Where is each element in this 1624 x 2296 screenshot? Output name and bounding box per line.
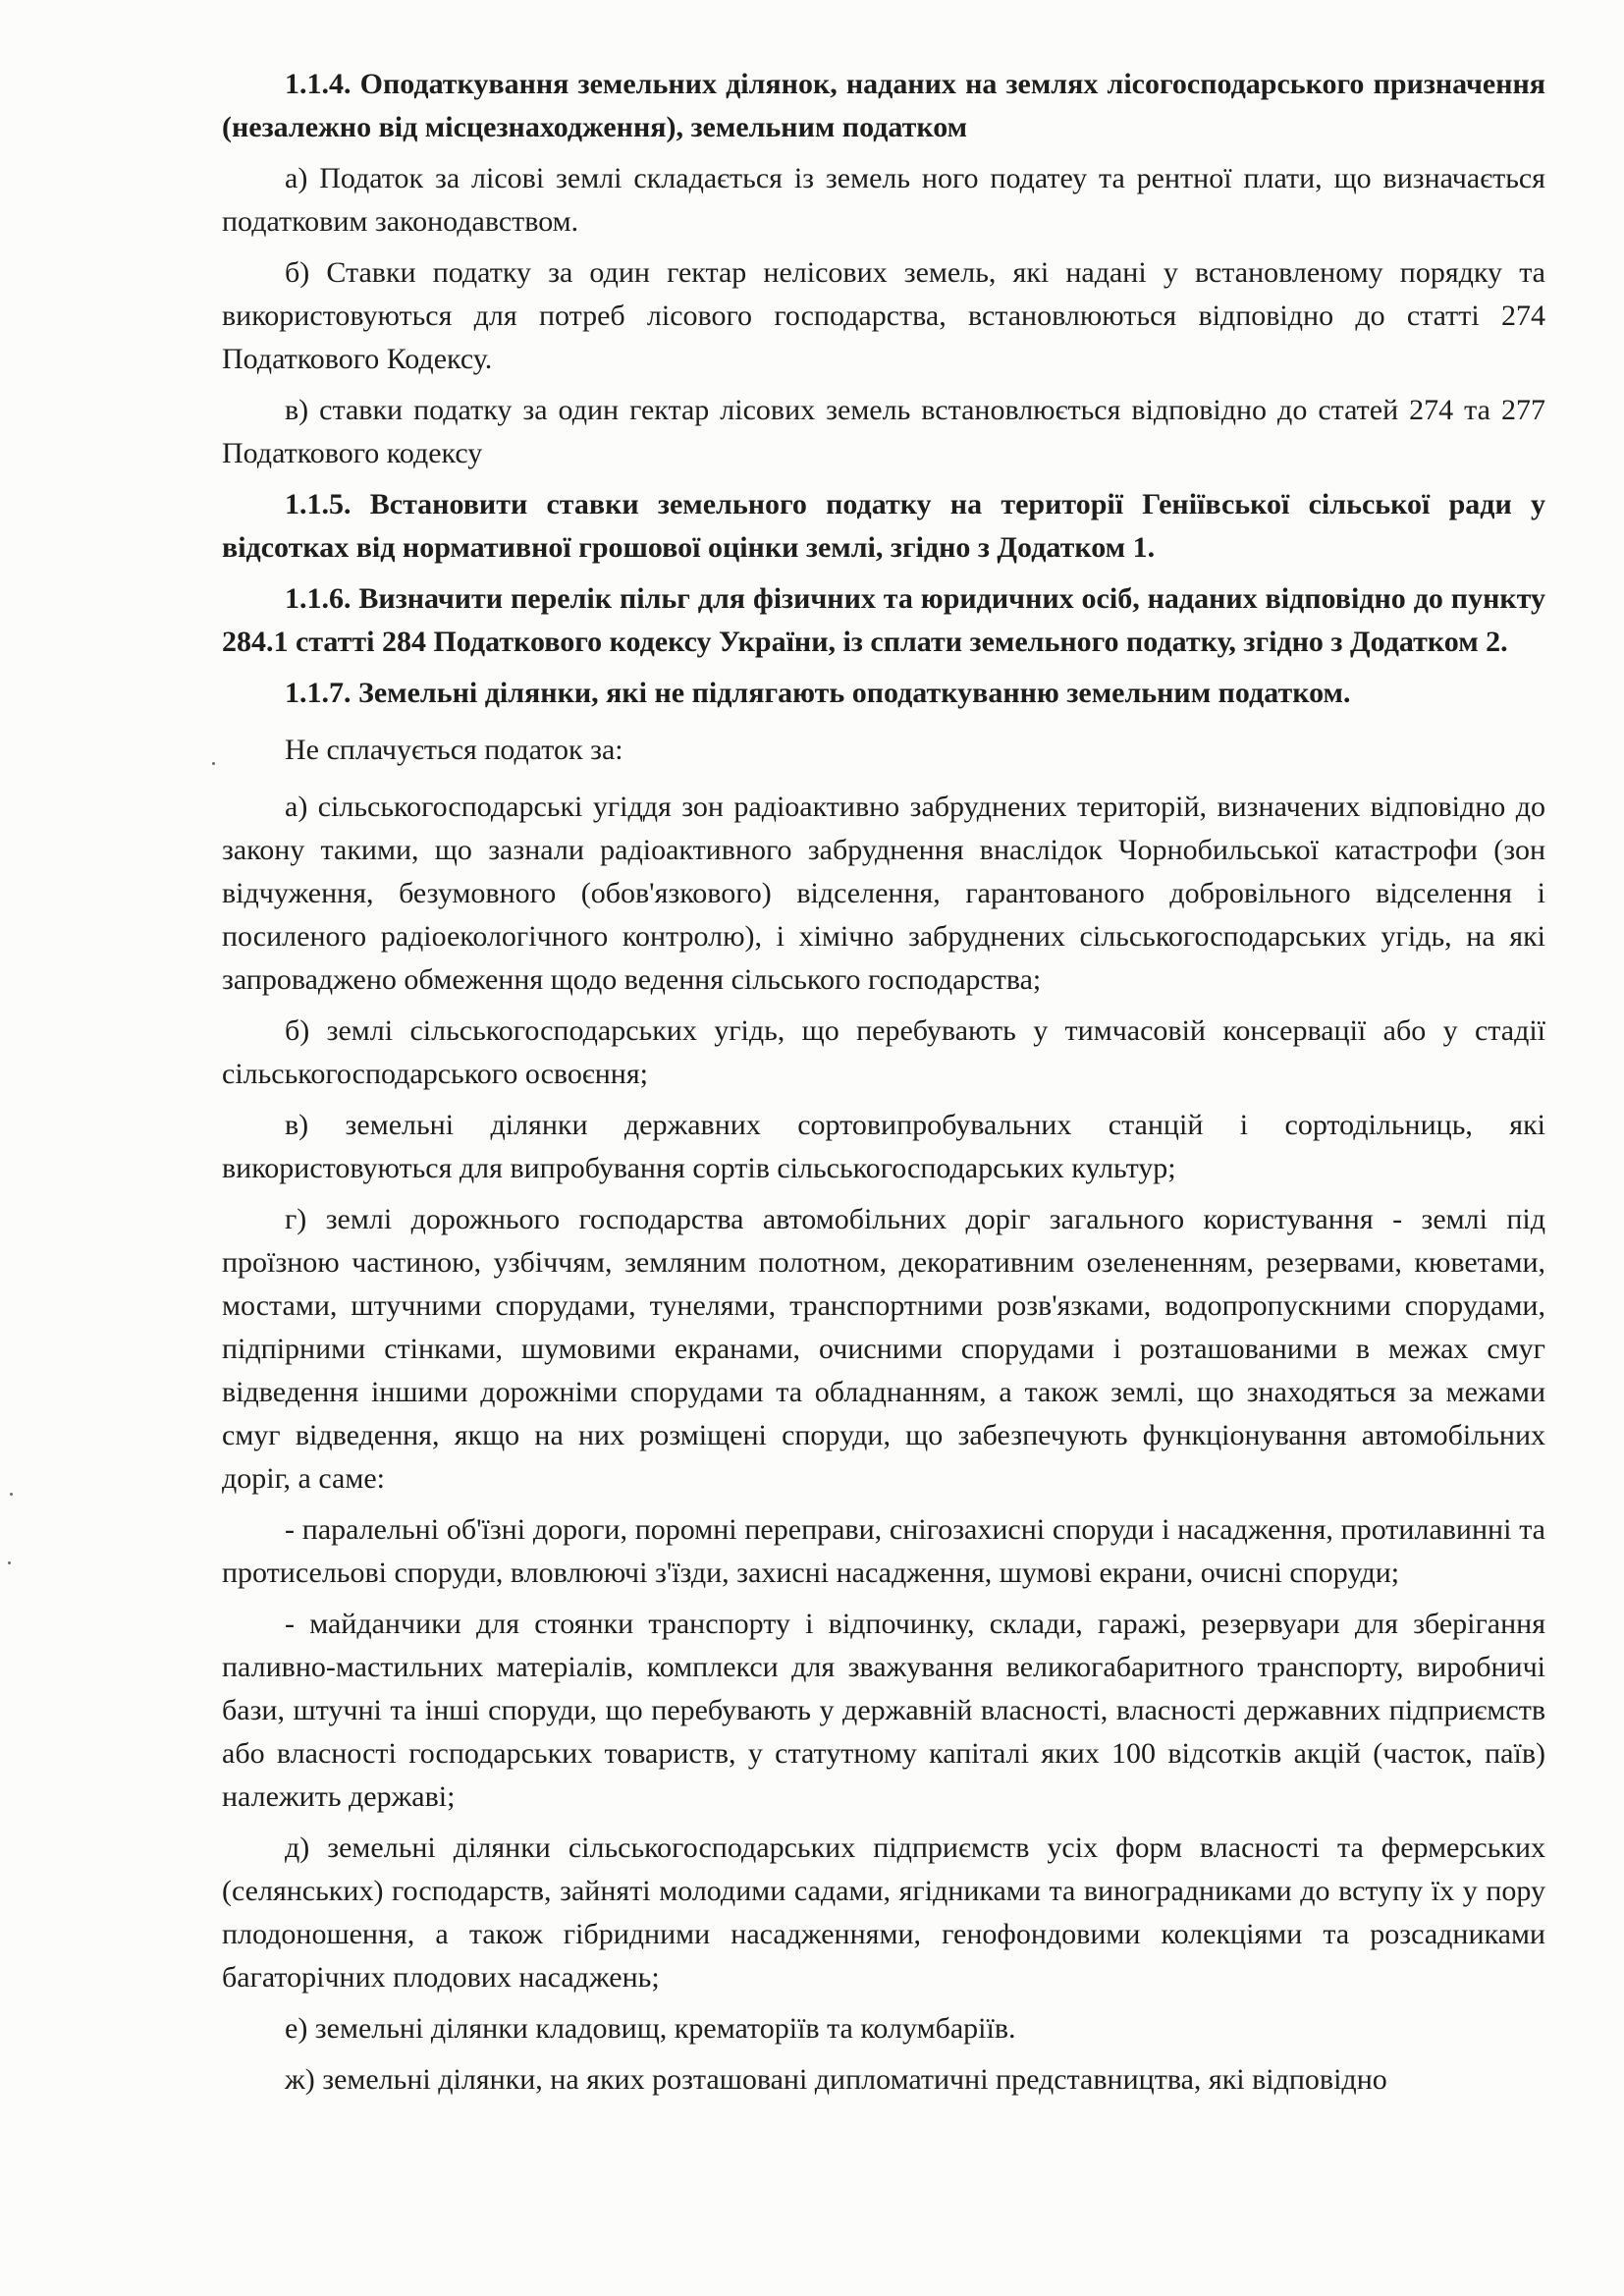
paragraph-1-1-7-f: е) земельні ділянки кладовищ, крематоріїв та колумбаріїв.: [285, 2012, 1016, 2045]
section-1-1-4-heading: 1.1.4. Оподаткування земельних ділянок, наданих на землях лісогосподарського призначення (незалежно від місцезнаходження), земельним податком: [222, 68, 1545, 143]
scan-speck: [212, 762, 215, 765]
document-body: [222, 63, 1545, 2109]
paragraph-1-1-7-a: а) сільськогосподарські угіддя зон радіоактивно забруднених територій, визначених відповідно до закону такими, що зазнали радіоактивного забруднення внаслідок Чорнобильської катастрофи (зон відчуження, безумовного (обов'язкового) відселення, гарантованого добровільного відселення і посиленого радіоекологічного контролю), і хімічно забруднених сільськогосподарських угідь, на які запроваджено обмеження щодо ведення сільського господарства;: [222, 791, 1545, 996]
paragraph-1-1-7-d-item-1: - паралельні об'їзні дороги, поромні переправи, снігозахисні споруди і насадження, протилавинні та протисельові споруди, вловлюючі з'їзди, захисні насадження, шумові екрани, очисні споруди;: [222, 1513, 1545, 1589]
scan-speck: [10, 1493, 13, 1496]
paragraph-1-1-4-b: б) Ставки податку за один гектар нелісових земель, які надані у встановленому порядку та використовуються для потреб лісового господарства, встановлюються відповідно до статті 274 Податкового Кодексу.: [222, 256, 1545, 375]
paragraph-1-1-7-d-item-2: - майданчики для стоянки транспорту і відпочинку, склади, гаражі, резервуари для зберігання паливно-мастильних матеріалів, комплекси для зважування великогабаритного транспорту, виробничі бази, штучні та інші споруди, що перебувають у державній власності, власності державних підприємств або власності господарських товариств, у статутному капіталі яких 100 відсотків акцій (часток, паїв) належить державі;: [222, 1608, 1545, 1813]
paragraph-1-1-7-e: д) земельні ділянки сільськогосподарських підприємств усіх форм власності та фермерських (селянських) господарств, зайняті молодими садами, ягідниками та виноградниками до вступу їх у пору плодоношення, а також гібридними насадженнями, генофондовими колекціями та розсадниками багаторічних плодових насаджень;: [222, 1831, 1545, 1994]
scan-speck: [8, 1561, 11, 1564]
section-1-1-5-heading: 1.1.5. Встановити ставки земельного податку на території Геніївської сільської ради у відсотках від нормативної грошової оцінки землі, згідно з Додатком 1.: [222, 488, 1545, 564]
paragraph-1-1-7-intro: Не сплачується податок за:: [285, 734, 623, 766]
paragraph-1-1-7-d: г) землі дорожнього господарства автомобільних доріг загального користування - землі під проїзною частиною, узбіччям, земляним полотном, декоративним озелененням, резервами, кюветами, мостами, штучними спорудами, тунелями, транспортними розв'язками, водопропускними спорудами, підпірними стінками, шумовими екранами, очисними спорудами і розташованими в межах смуг відведення іншими дорожніми спорудами та обладнанням, а також землі, що знаходяться за межами смуг відведення, якщо на них розміщені споруди, що забезпечують функціонування автомобільних доріг, а саме:: [222, 1203, 1545, 1495]
paragraph-1-1-7-g: ж) земельні ділянки, на яких розташовані дипломатичні представництва, які відповідно: [285, 2063, 1387, 2096]
section-1-1-6-heading: 1.1.6. Визначити перелік пільг для фізичних та юридичних осіб, наданих відповідно до пункту 284.1 статті 284 Податкового кодексу України, із сплати земельного податку, згідно з Додатком 2.: [222, 582, 1545, 658]
paragraph-1-1-4-a: а) Податок за лісові землі складається із земель ного податеу та рентної плати, що визначається податковим законодавством.: [222, 162, 1545, 238]
paragraph-1-1-4-c: в) ставки податку за один гектар лісових земель встановлюється відповідно до статей 274 та 277 Податкового кодексу: [222, 394, 1545, 469]
paragraph-1-1-7-c: в) земельні ділянки державних сортовипробувальних станцій і сортодільниць, які використовуються для випробування сортів сільськогосподарських культур;: [222, 1109, 1545, 1184]
paragraph-1-1-7-b: б) землі сільськогосподарських угідь, що перебувають у тимчасовій консервації або у стадії сільськогосподарського освоєння;: [222, 1014, 1545, 1090]
section-1-1-7-heading: 1.1.7. Земельні ділянки, які не підлягають оподаткуванню земельним податком.: [285, 677, 1351, 709]
